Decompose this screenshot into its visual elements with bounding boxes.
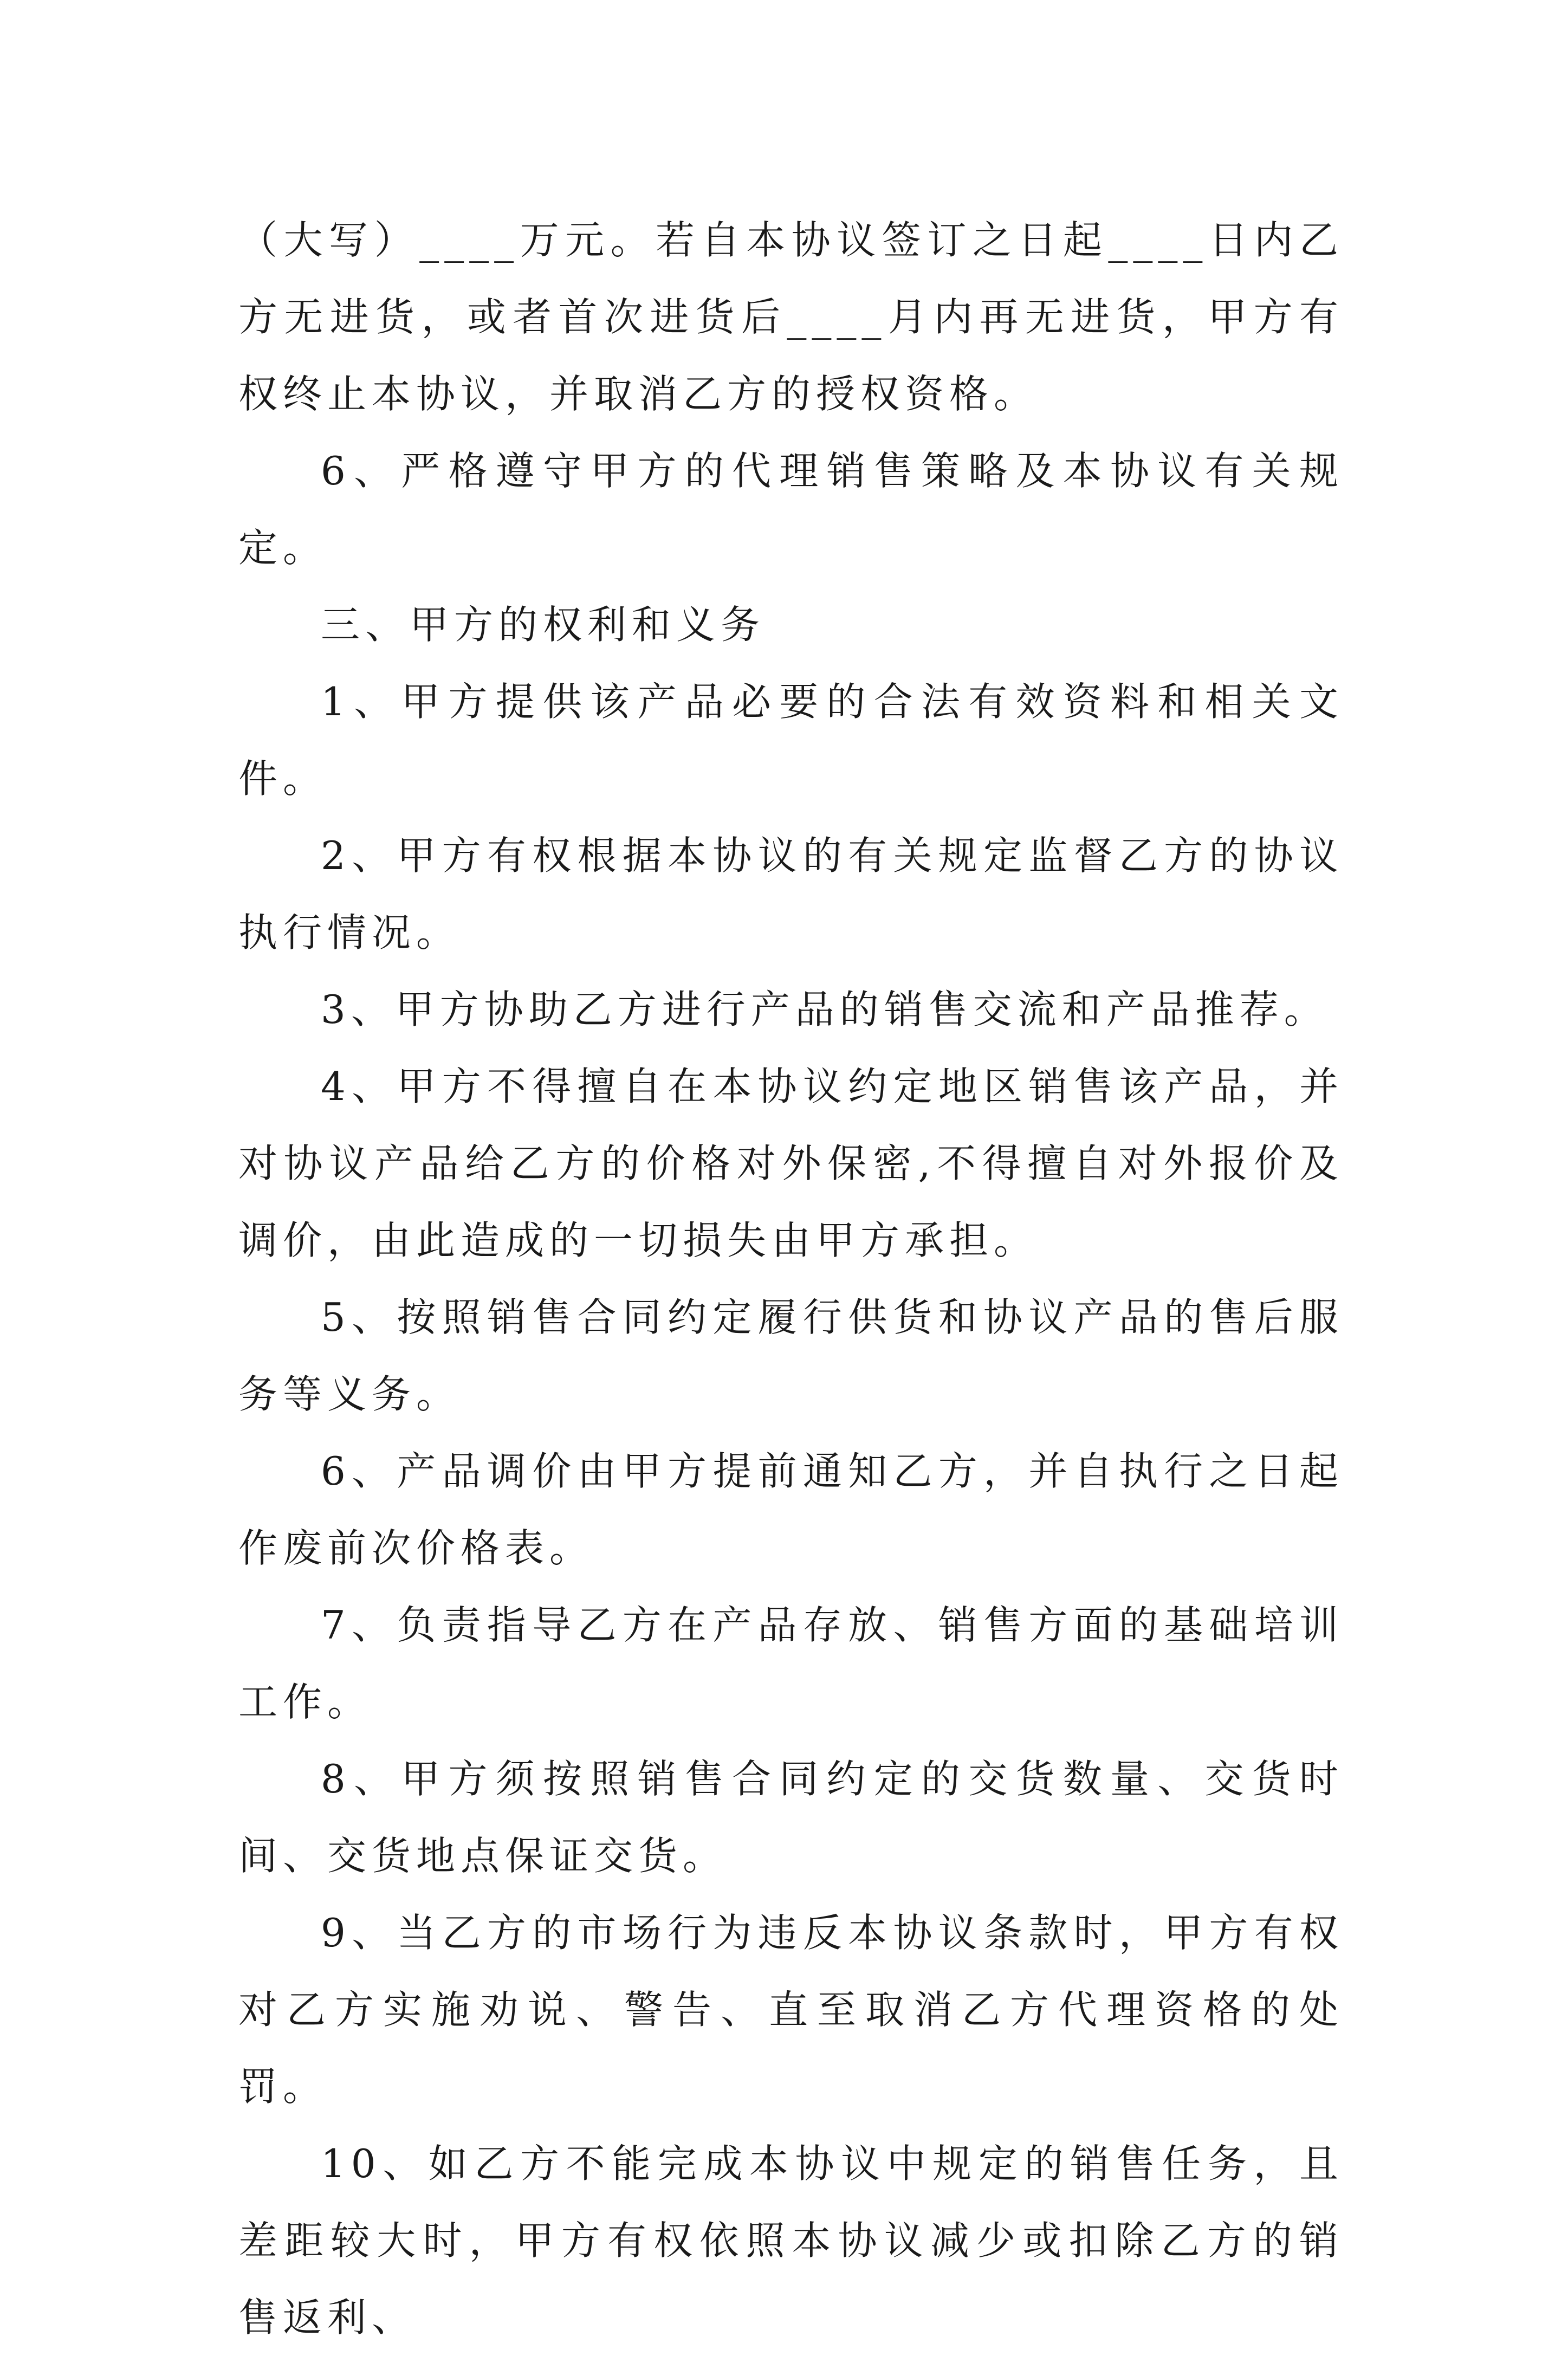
paragraph-item-5: 5、按照销售合同约定履行供货和协议产品的售后服务等义务。 bbox=[238, 1294, 1344, 1417]
paragraph-item-9: 9、当乙方的市场行为违反本协议条款时，甲方有权对乙方实施劝说、警告、直至取消乙方代理资格的处罚。 bbox=[238, 1910, 1344, 2109]
paragraph-item-6b: 6、产品调价由甲方提前通知乙方，并自执行之日起作废前次价格表。 bbox=[238, 1448, 1344, 1571]
paragraph-item-10: 10、如乙方不能完成本协议中规定的销售任务，且差距较大时，甲方有权依照本协议减少或扣除乙方的销售返利、 bbox=[238, 2141, 1344, 2340]
paragraph-item-3: 3、甲方协助乙方进行产品的销售交流和产品推荐。 bbox=[321, 987, 1329, 1032]
paragraph-continuation: （大写）____万元。若自本协议签订之日起____日内乙方无进货，或者首次进货后____月内再无进货，甲方有权终止本协议，并取消乙方的授权资格。 bbox=[238, 217, 1344, 417]
paragraph-item-1: 1、甲方提供该产品必要的合法有效资料和相关文件。 bbox=[238, 679, 1344, 801]
section-heading: 三、甲方的权利和义务 bbox=[321, 602, 766, 648]
paragraph-item-8: 8、甲方须按照销售合同约定的交货数量、交货时间、交货地点保证交货。 bbox=[238, 1756, 1344, 1879]
paragraph-item-2: 2、甲方有权根据本协议的有关规定监督乙方的协议执行情况。 bbox=[238, 833, 1344, 955]
paragraph-item-4: 4、甲方不得擅自在本协议约定地区销售该产品，并对协议产品给乙方的价格对外保密,不得擅自对外报价及调价，由此造成的一切损失由甲方承担。 bbox=[238, 1064, 1344, 1263]
paragraph-item-6: 6、严格遵守甲方的代理销售策略及本协议有关规定。 bbox=[238, 448, 1344, 571]
document-body bbox=[238, 202, 1344, 2356]
paragraph-item-7: 7、负责指导乙方在产品存放、销售方面的基础培训工作。 bbox=[238, 1602, 1344, 1725]
